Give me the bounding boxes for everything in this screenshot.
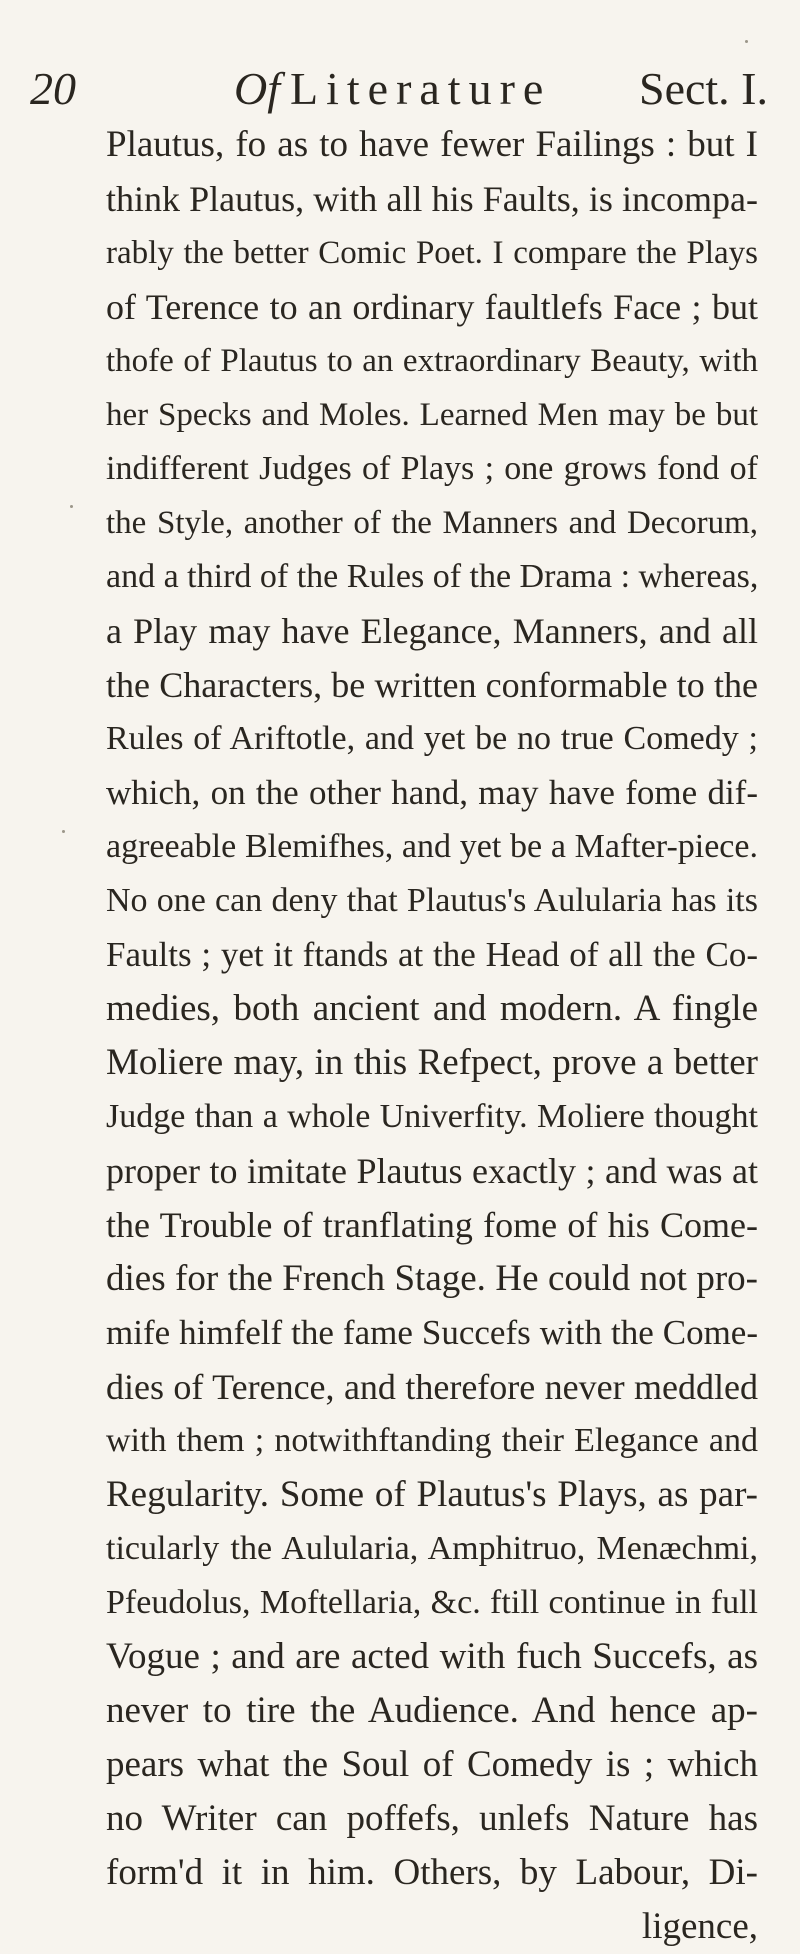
- running-title: [234, 62, 551, 115]
- ink-speck: [70, 505, 73, 508]
- running-header: [0, 58, 800, 118]
- ink-speck: [745, 40, 748, 43]
- text-line: Moliere may, in this Refpect, prove a better: [106, 1042, 758, 1083]
- text-line: Faults ; yet it ftands at the Head of all the Co-: [106, 935, 758, 974]
- text-line: rably the better Comic Poet. I compare the Plays: [106, 235, 758, 271]
- text-line: Rules of Ariftotle, and yet be no true Comedy ;: [106, 720, 758, 757]
- body-text: [106, 118, 758, 1954]
- text-line: a Play may have Elegance, Manners, and all: [106, 611, 758, 651]
- text-line: which, on the other hand, may have fome dif-: [106, 773, 758, 812]
- text-line: Regularity. Some of Plautus's Plays, as par-: [106, 1474, 758, 1515]
- text-line: Plautus, fo as to have fewer Failings : but I: [106, 124, 758, 165]
- text-line: think Plautus, with all his Faults, is incompa-: [106, 179, 758, 219]
- text-line: form'd it in him. Others, by Labour, Di-: [106, 1852, 758, 1893]
- text-line: mife himfelf the fame Succefs with the Come-: [106, 1313, 758, 1352]
- section-label: Sect. I.: [638, 63, 768, 114]
- text-line: with them ; notwithftanding their Elegance and: [106, 1422, 758, 1459]
- text-line: Judge than a whole Univerfity. Moliere thought: [106, 1098, 758, 1135]
- text-line: indifferent Judges of Plays ; one grows fond of: [106, 450, 758, 487]
- text-line: the Style, another of the Manners and Decorum,: [106, 505, 758, 541]
- title-word: Literature: [290, 63, 552, 114]
- text-line: dies of Terence, and therefore never meddled: [106, 1367, 758, 1407]
- text-line: Vogue ; and are acted with fuch Succefs, as: [106, 1636, 758, 1677]
- title-prefix: Of: [234, 63, 280, 114]
- text-line: agreeable Blemifhes, and yet be a Mafter-piece.: [106, 828, 758, 865]
- text-line: and a third of the Rules of the Drama : whereas,: [106, 558, 758, 595]
- text-line: Pfeudolus, Moftellaria, &c. ftill continue in full: [106, 1584, 758, 1621]
- text-line: thofe of Plautus to an extraordinary Beauty, with: [106, 343, 758, 379]
- text-line: ticularly the Aulularia, Amphitruo, Menæchmi,: [106, 1530, 758, 1567]
- text-line: pears what the Soul of Comedy is ; which: [106, 1744, 758, 1785]
- catchword: ligence,: [641, 1906, 758, 1947]
- text-line: dies for the French Stage. He could not pro-: [106, 1258, 758, 1299]
- text-line: never to tire the Audience. And hence ap-: [106, 1690, 758, 1731]
- text-line: proper to imitate Plautus exactly ; and was at: [106, 1151, 758, 1191]
- ink-speck: [62, 830, 65, 833]
- text-line: the Trouble of tranflating fome of his Come-: [106, 1205, 758, 1245]
- page-number: 20: [30, 63, 76, 114]
- text-line: her Specks and Moles. Learned Men may be but: [106, 397, 758, 433]
- text-line: no Writer can poffefs, unlefs Nature has: [106, 1798, 758, 1839]
- text-line: medies, both ancient and modern. A fingle: [106, 988, 758, 1029]
- text-line: the Characters, be written conformable to the: [106, 665, 758, 705]
- text-line: No one can deny that Plautus's Aulularia has its: [106, 882, 758, 919]
- text-line: of Terence to an ordinary faultlefs Face ; but: [106, 287, 758, 327]
